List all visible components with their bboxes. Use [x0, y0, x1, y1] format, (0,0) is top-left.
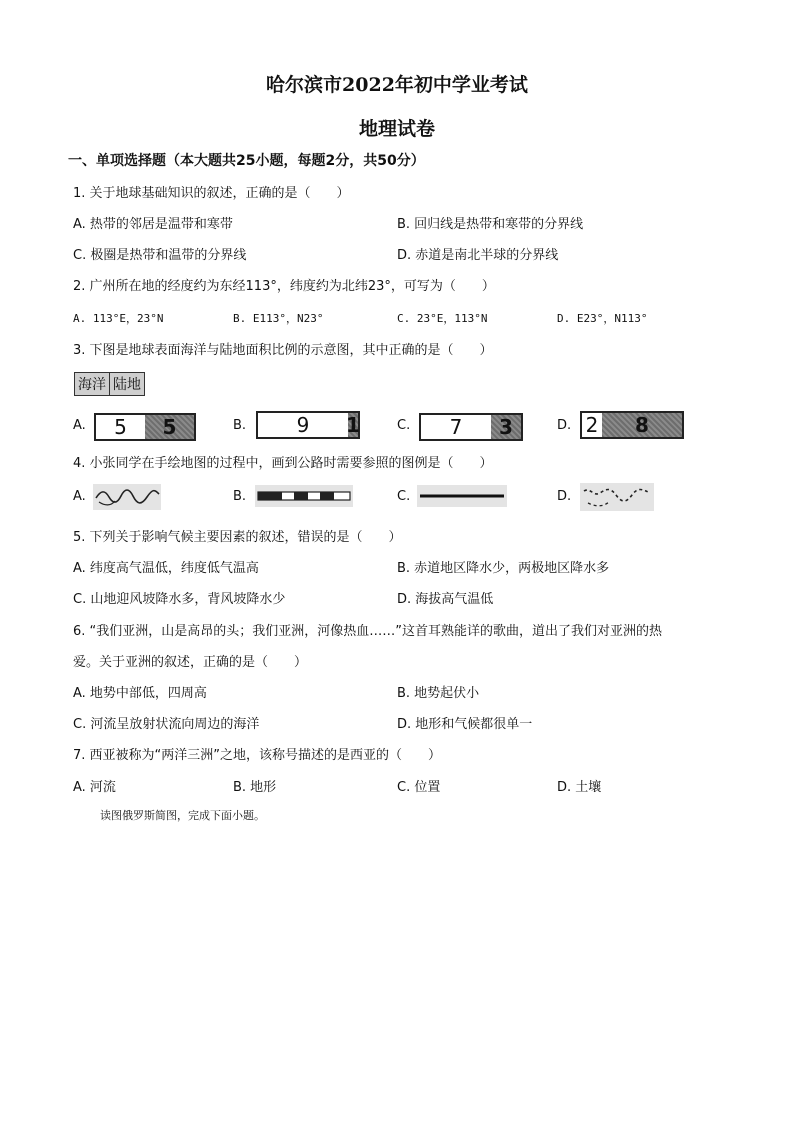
bar-ocean: 9: [258, 413, 348, 437]
q4-option-d[interactable]: D.: [557, 489, 572, 504]
q3-legend: [74, 372, 145, 396]
q3-option-a[interactable]: A.: [73, 418, 86, 433]
q2-option-d[interactable]: D. E23°，N113°: [557, 312, 648, 325]
q1-option-d[interactable]: D. 赤道是南北半球的分界线: [397, 248, 559, 263]
question-4: 4. 小张同学在手绘地图的过程中，画到公路时需要参照的图例是（ ）: [73, 456, 493, 471]
page-title: 哈尔滨市2022年初中学业考试: [266, 74, 528, 96]
legend-land: 陆地: [113, 377, 141, 393]
legend-ocean: 海洋: [75, 373, 110, 395]
question-2: 2. 广州所在地的经度约为东经113°，纬度约为北纬23°，可写为（ ）: [73, 279, 495, 294]
question-3: 3. 下图是地球表面海洋与陆地面积比例的示意图，其中正确的是（ ）: [73, 343, 493, 358]
q4-option-a[interactable]: A.: [73, 489, 86, 504]
q3-option-b[interactable]: B.: [233, 418, 247, 433]
q7-option-b[interactable]: B. 地形: [233, 780, 277, 795]
q6-option-a[interactable]: A. 地势中部低，四周高: [73, 686, 207, 701]
question-7: 7. 西亚被称为“两洋三洲”之地，该称号描述的是西亚的（ ）: [73, 748, 442, 763]
q7-option-a[interactable]: A. 河流: [73, 780, 116, 795]
question-6-line-1: 6. “我们亚洲，山是高昂的头；我们亚洲，河像热血……”这首耳熟能详的歌曲，道出了我们对亚洲的热: [73, 624, 663, 639]
bar-land: 5: [145, 415, 194, 439]
q5-option-c[interactable]: C. 山地迎风坡降水多，背风坡降水少: [73, 592, 286, 607]
q2-option-b[interactable]: B. E113°，N23°: [233, 312, 324, 325]
q5-option-b[interactable]: B. 赤道地区降水少，两极地区降水多: [397, 561, 610, 576]
q3-option-c[interactable]: C.: [397, 418, 411, 433]
q5-option-d[interactable]: D. 海拔高气温低: [397, 592, 494, 607]
q1-option-c[interactable]: C. 极圈是热带和温带的分界线: [73, 248, 247, 263]
bar-land: 8: [602, 413, 682, 437]
question-1: 1. 关于地球基础知识的叙述，正确的是（ ）: [73, 186, 350, 201]
q3-bar-a: [94, 413, 196, 441]
q3-option-d[interactable]: D.: [557, 418, 572, 433]
section-heading: 一、单项选择题（本大题共25小题，每题2分，共50分）: [68, 153, 425, 169]
q3-bar-b: [256, 411, 360, 439]
bar-land: 3: [491, 415, 521, 439]
q2-option-a[interactable]: A. 113°E，23°N: [73, 312, 164, 325]
page-subtitle: 地理试卷: [358, 118, 435, 140]
seasonal-river-symbol-icon: [580, 483, 654, 511]
road-symbol-icon: [417, 485, 507, 507]
q6-option-d[interactable]: D. 地形和气候都很单一: [397, 717, 533, 732]
q4-option-c[interactable]: C.: [397, 489, 411, 504]
q7-option-d[interactable]: D. 土壤: [557, 780, 602, 795]
q6-option-c[interactable]: C. 河流呈放射状流向周边的海洋: [73, 717, 260, 732]
q6-option-b[interactable]: B. 地势起伏小: [397, 686, 480, 701]
railway-symbol-icon: [255, 485, 353, 507]
question-5: 5. 下列关于影响气候主要因素的叙述，错误的是（ ）: [73, 530, 402, 545]
bar-ocean: 7: [421, 415, 491, 439]
q1-option-a[interactable]: A. 热带的邻居是温带和寒带: [73, 217, 233, 232]
q7-option-c[interactable]: C. 位置: [397, 780, 441, 795]
bar-ocean: 2: [582, 413, 602, 437]
river-symbol-icon: [93, 484, 161, 510]
bar-land: 1: [346, 413, 360, 437]
q5-option-a[interactable]: A. 纬度高气温低，纬度低气温高: [73, 561, 259, 576]
q3-bar-d: [580, 411, 684, 439]
q4-option-b[interactable]: B.: [233, 489, 247, 504]
q3-bar-c: [419, 413, 523, 441]
reading-note: 读图俄罗斯简图，完成下面小题。: [100, 809, 265, 822]
bar-ocean: 5: [96, 415, 145, 439]
q1-option-b[interactable]: B. 回归线是热带和寒带的分界线: [397, 217, 584, 232]
q2-option-c[interactable]: C. 23°E，113°N: [397, 312, 488, 325]
question-6-line-2: 爱。关于亚洲的叙述，正确的是（ ）: [73, 655, 308, 670]
